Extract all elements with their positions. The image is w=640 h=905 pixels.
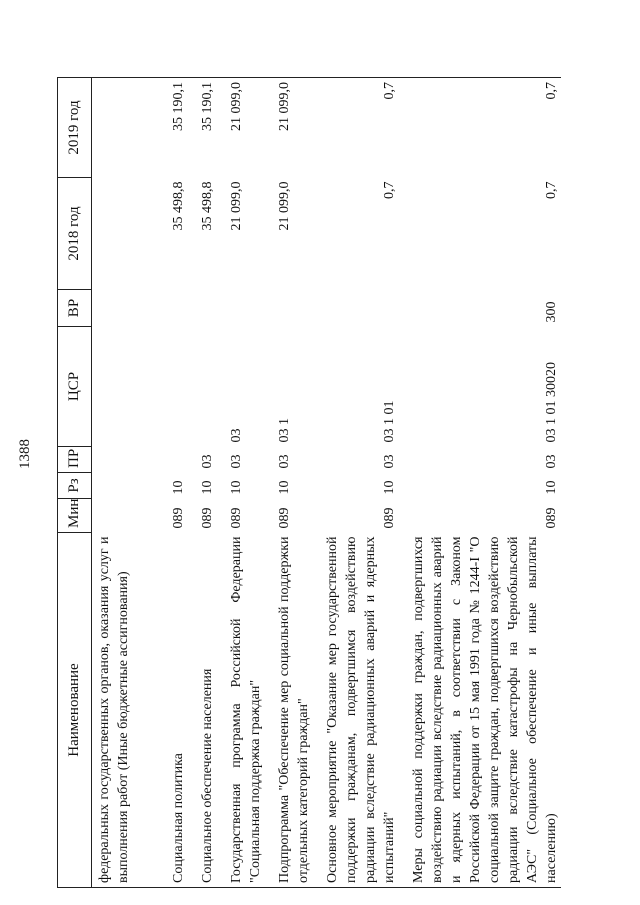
row-2018 [92,178,160,290]
row-min: 089 [544,507,559,529]
row-min: 089 [277,507,292,529]
row-2019: 35 190,1 [159,78,188,178]
header-2018: 2018 год [58,178,92,290]
row-2019: 0,7 [313,78,399,178]
row-vr [188,290,217,327]
header-vr: ВР [58,290,92,327]
row-csr: 03 1 01 [382,400,397,443]
row-pr [92,447,160,473]
row-csr: 03 1 [277,418,292,443]
row-2019: 21 099,0 [217,78,265,178]
row-min: 089 [229,507,244,529]
table-row [159,78,188,888]
row-name: федеральных государственных органов, оказания услуг и выполнения работ (Иные бюджетные ассигнования) [92,533,160,888]
row-name: Государственная программа Российской Федерации "Социальная поддержка граждан" [217,533,265,888]
row-2018: 21 099,0 [229,181,244,231]
row-pr: 03 [544,454,559,469]
header-2019: 2019 год [58,78,92,178]
row-2018: 0,7 [382,181,397,199]
row-rz: 10 [229,480,244,495]
table-row [188,78,217,888]
row-min: 089 [171,507,186,529]
table-row [265,78,313,888]
row-vr [313,290,399,327]
row-rz [92,473,160,499]
row-pr: 03 [277,454,292,469]
row-pr [159,447,188,473]
page-number: 1388 [17,439,33,469]
row-vr [159,290,188,327]
row-pr: 03 [382,454,397,469]
row-2018: 35 498,8 [200,181,215,231]
row-2019: 35 190,1 [188,78,217,178]
row-2019: 21 099,0 [265,78,313,178]
row-min [92,499,160,533]
row-rz: 10 [544,480,559,495]
row-vr [265,290,313,327]
row-rz: 10 [382,480,397,495]
row-min: 089 [200,507,215,529]
header-min: Мин [58,499,92,533]
row-2018: 0,7 [544,181,559,199]
row-name: Социальная политика [159,533,188,888]
row-vr: 300 [544,301,559,323]
row-2019 [92,78,160,178]
row-csr: 03 [229,428,244,443]
row-name: Меры социальной поддержки граждан, подвергшихся воздействию радиации вследствие радиационных аварий и ядерных испытаний, в соответствии с Законом Российской Федерации от 15 мая 1991 года № 1244-I "О социальной защите граждан, подвергшихся воздействию радиации вследствие катастрофы на Чернобыльской АЭС" (Социальное обеспечение и иные выплаты населению) [399,533,561,888]
table-row [217,78,265,888]
header-name: Наименование [58,533,92,888]
header-csr: ЦСР [58,327,92,447]
row-2019: 0,7 [399,78,561,178]
row-name: Социальное обеспечение населения [188,533,217,888]
header-pr: ПР [58,447,92,473]
row-rz: 10 [277,480,292,495]
row-vr [217,290,265,327]
row-csr [92,327,160,447]
row-rz: 10 [200,480,215,495]
table-row [399,78,561,888]
row-csr: 03 1 01 30020 [544,362,559,443]
row-csr [159,327,188,447]
row-min: 089 [382,507,397,529]
row-2018: 35 498,8 [171,181,186,231]
budget-table [57,77,561,888]
row-pr: 03 [200,454,215,469]
row-name: Подпрограмма "Обеспечение мер социальной поддержки отдельных категорий граждан" [265,533,313,888]
header-row [58,78,92,888]
header-rz: Рз [58,473,92,499]
table-row [313,78,399,888]
row-name: Основное мероприятие "Оказание мер государственной поддержки гражданам, подвергшимся воздействию радиации вследствие радиационных аварий и ядерных испытаний" [313,533,399,888]
row-rz: 10 [171,480,186,495]
row-csr [188,327,217,447]
row-pr: 03 [229,454,244,469]
row-2018: 21 099,0 [277,181,292,231]
table-row [92,78,160,888]
row-vr [92,290,160,327]
